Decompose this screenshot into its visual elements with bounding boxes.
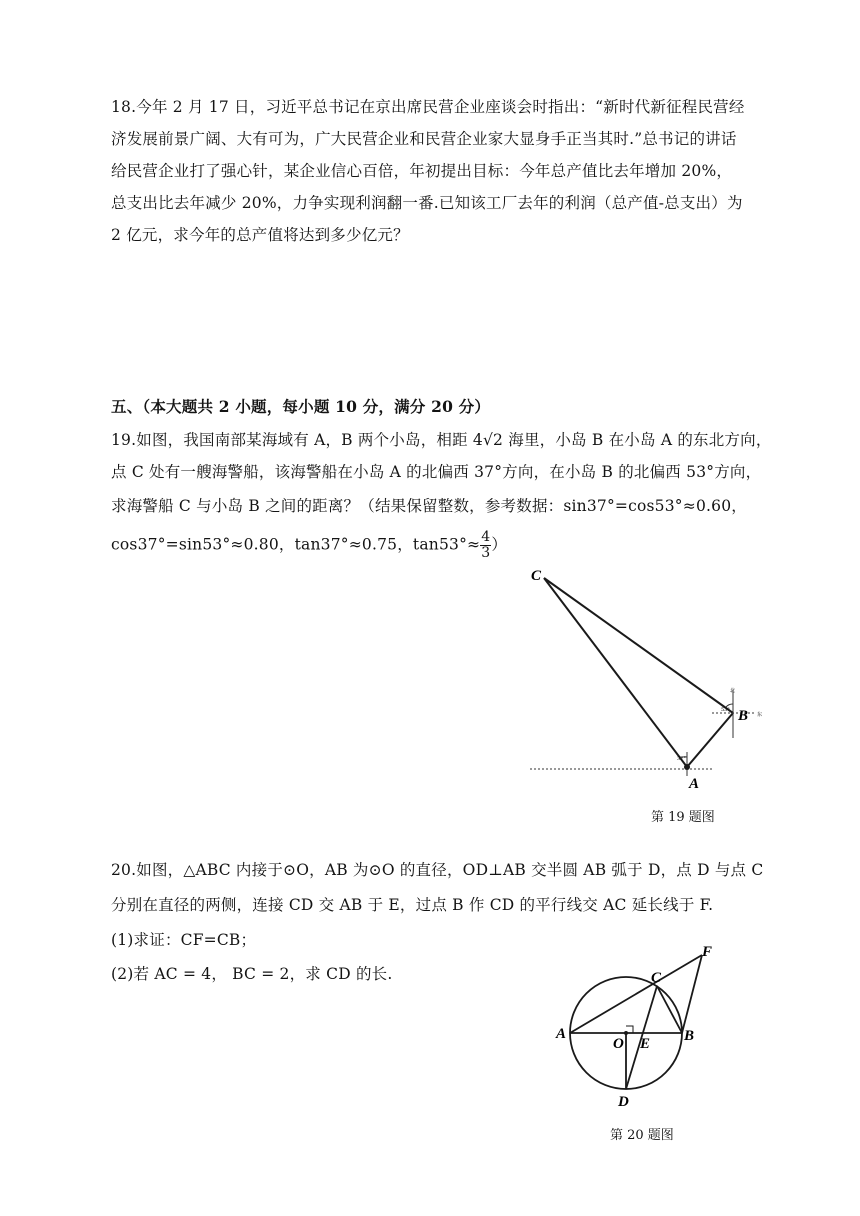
figure-20-caption: 第 20 题图 bbox=[610, 1128, 674, 1143]
fraction-denominator: 3 bbox=[481, 545, 491, 561]
label-a: A bbox=[689, 776, 700, 792]
label-b-north: 北 bbox=[730, 688, 736, 694]
label-b: B bbox=[684, 1028, 695, 1044]
label-o: O bbox=[613, 1036, 624, 1052]
point-a-marker bbox=[684, 764, 690, 770]
segment-ca bbox=[544, 578, 687, 767]
q20-line-2: 分别在直径的两侧，连接 CD 交 AB 于 E，过点 B 作 CD 的平行线交 AC 延长线于 F. bbox=[111, 896, 714, 914]
q18-line-3: 给民营企业打了强心针，某企业信心百倍，年初提出目标：今年总产值比去年增加 20%， bbox=[111, 162, 733, 180]
label-b: B bbox=[738, 708, 749, 724]
label-c: C bbox=[651, 970, 662, 986]
label-a: A bbox=[556, 1026, 567, 1042]
q18-line-2: 济发展前景广阔、大有可为，广大民营企业和民营企业家大显身手正当其时.”总书记的讲话 bbox=[111, 130, 737, 148]
center-o-marker bbox=[624, 1031, 628, 1035]
q20-part-1: (1)求证：CF=CB； bbox=[111, 931, 257, 949]
section-5-heading: 五、（本大题共 2 小题，每小题 10 分，满分 20 分） bbox=[111, 397, 491, 416]
label-f: F bbox=[702, 944, 713, 960]
label-angle-53: 53° bbox=[721, 707, 730, 713]
label-c: C bbox=[531, 568, 542, 584]
q18-line-4: 总支出比去年减少 20%，力争实现利润翻一番.已知该工厂去年的利润（总产值-总支出）为 bbox=[111, 194, 743, 212]
q18-line-5: 2 亿元，求今年的总产值将达到多少亿元？ bbox=[111, 226, 409, 244]
line-af bbox=[570, 955, 702, 1033]
segment-cb bbox=[657, 986, 682, 1033]
label-b-east: 东 bbox=[757, 712, 763, 718]
figure-19-diagram bbox=[520, 560, 780, 800]
q19-line-4-end: ） bbox=[491, 535, 508, 554]
fraction-four-thirds bbox=[480, 530, 491, 561]
q18-line-1: 18.今年 2 月 17 日，习近平总书记在京出席民营企业座谈会时指出：“新时代新征程民营经 bbox=[111, 98, 745, 116]
q19-line-4-text: cos37°=sin53°≈0.80，tan37°≈0.75，tan53°≈ bbox=[111, 535, 481, 554]
segment-bf bbox=[682, 955, 702, 1033]
q20-part-2: (2)若 AC = 4， BC = 2，求 CD 的长. bbox=[111, 965, 393, 983]
label-d: D bbox=[618, 1094, 629, 1110]
q19-line-3: 求海警船 C 与小岛 B 之间的距离？（结果保留整数，参考数据：sin37°=cos53°≈0.60， bbox=[111, 497, 747, 515]
fraction-numerator: 4 bbox=[481, 529, 491, 545]
segment-cb bbox=[544, 578, 736, 713]
segment-ab bbox=[687, 713, 733, 767]
q20-line-1: 20.如图，△ABC 内接于⊙O，AB 为⊙O 的直径，OD⊥AB 交半圆 AB 弧于 D，点 D 与点 C bbox=[111, 861, 764, 879]
label-e: E bbox=[640, 1036, 651, 1052]
q19-line-2: 点 C 处有一艘海警船，该海警船在小岛 A 的北偏西 37°方向，在小岛 B 的北偏西 53°方向， bbox=[111, 463, 762, 481]
label-angle-37: 37° bbox=[677, 756, 686, 762]
figure-19-caption: 第 19 题图 bbox=[651, 810, 715, 825]
q19-line-1: 19.如图，我国南部某海域有 A，B 两个小岛，相距 4√2 海里，小岛 B 在小岛 A 的东北方向， bbox=[111, 431, 772, 449]
figure-20-diagram bbox=[550, 940, 730, 1115]
q19-line-4 bbox=[111, 530, 751, 561]
